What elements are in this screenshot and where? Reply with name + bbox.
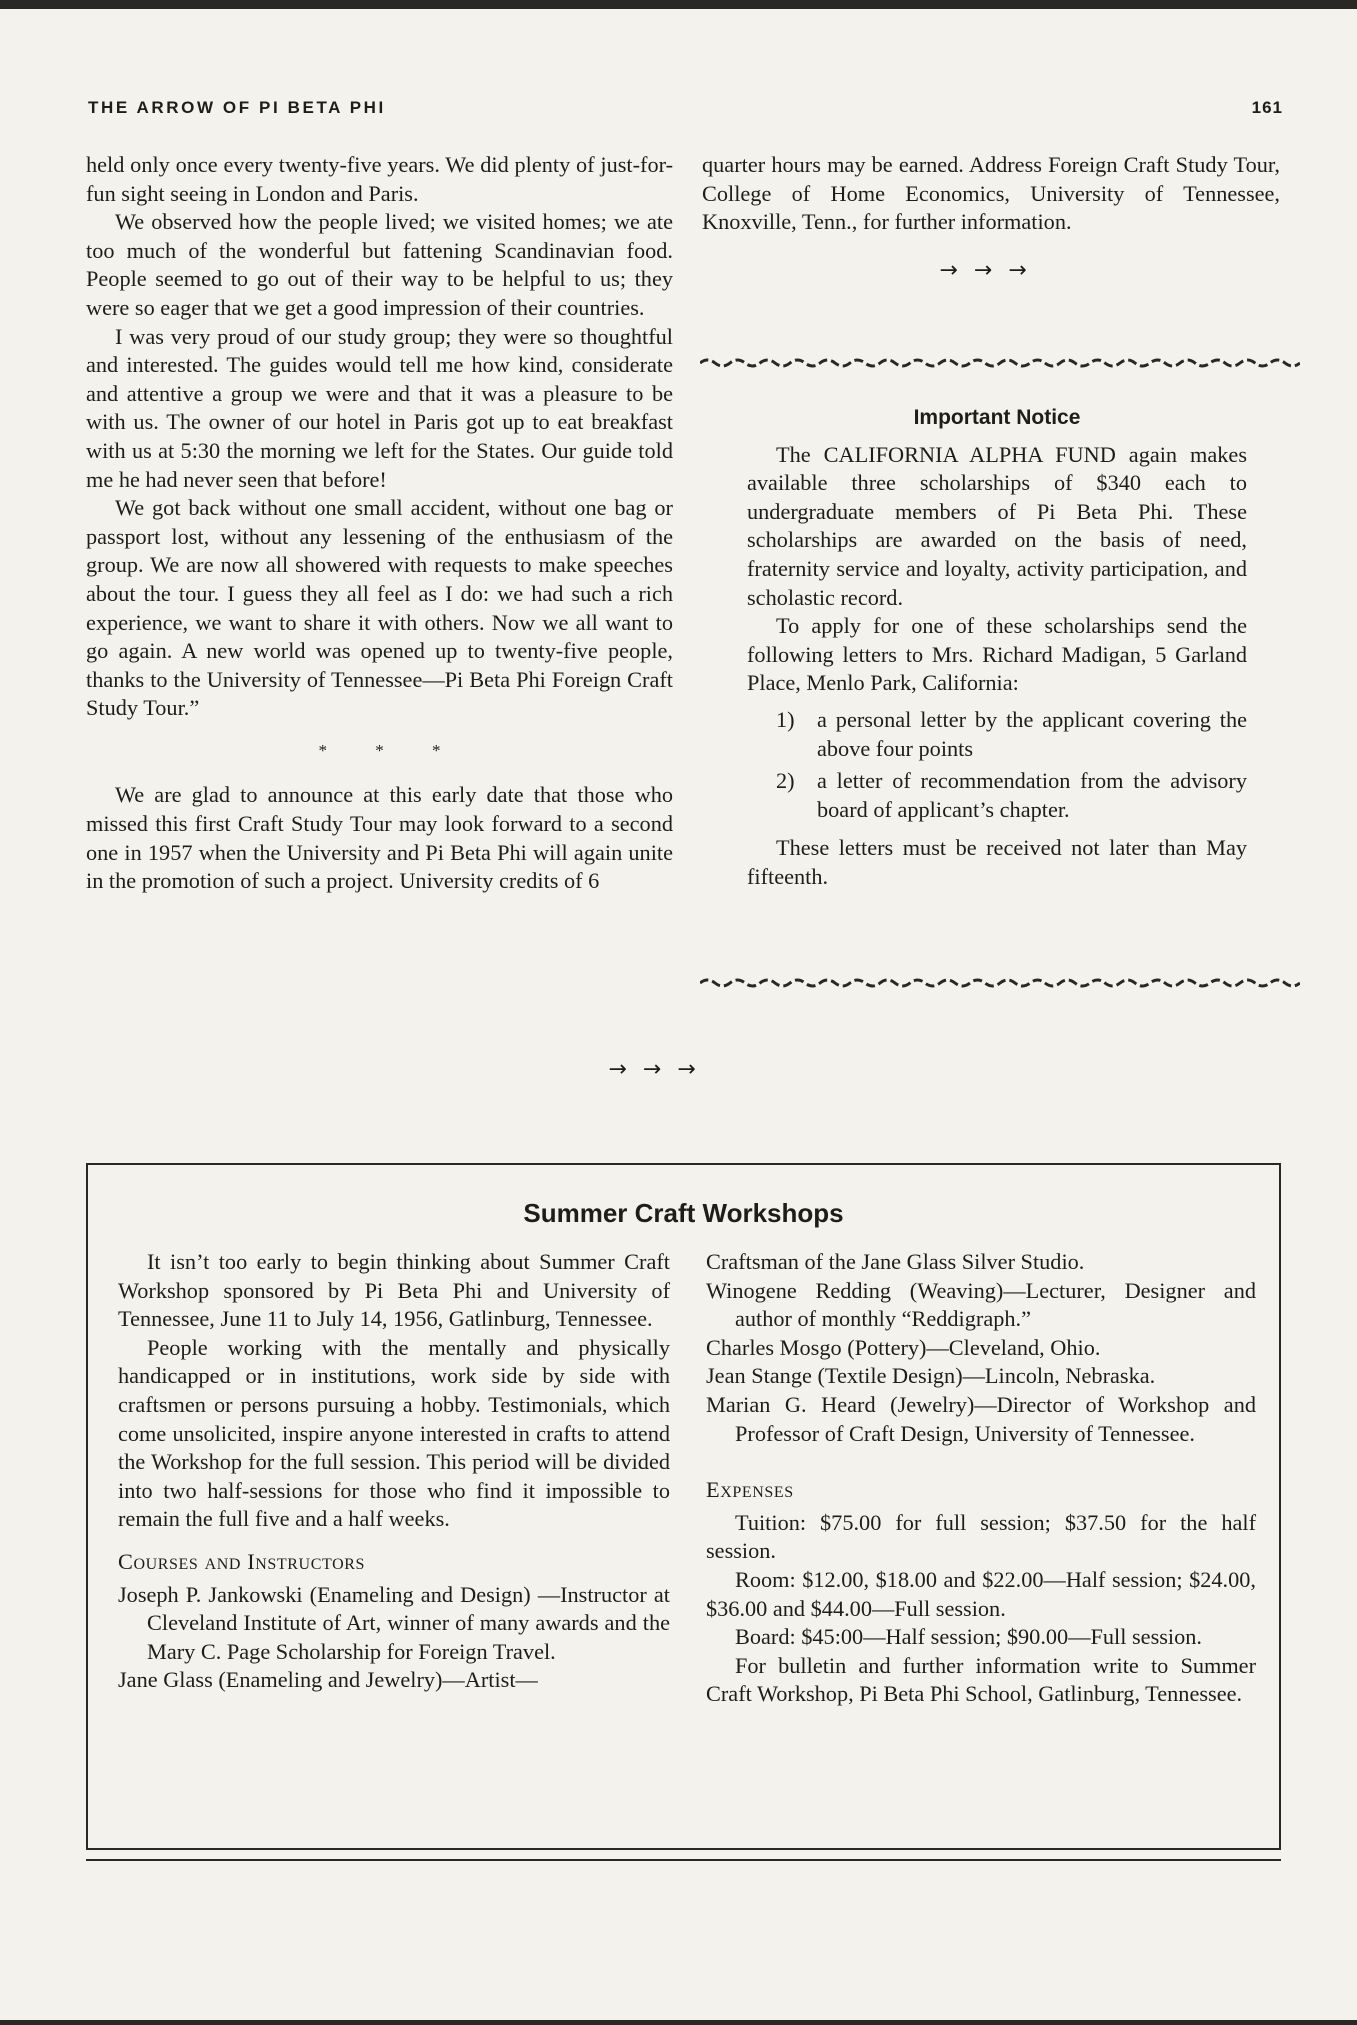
arrow-icon: → [677,1057,712,1082]
instructor-entry: Jane Glass (Enameling and Jewelry)—Artist— [118,1667,538,1693]
instructor-entry: Jean Stange (Textile Design)—Lincoln, Nebraska. [706,1363,1156,1389]
wavy-border-top [700,357,1300,369]
paragraph: The CALIFORNIA ALPHA FUND again makes available three scholarships of $340 each to undergraduate members of Pi Beta Phi. These scholarships are awarded on the basis of need, fraternity service and loyalty, activity participation, and scholastic record. [747,441,1247,610]
requirements-list [747,706,1247,824]
workshop-right-column [706,1248,1256,1709]
arrow-icon: → [939,257,974,283]
right-column [702,151,1280,285]
arrow-ornament [702,257,1280,286]
paragraph: quarter hours may be earned. Address Foreign Craft Study Tour, College of Home Economics, University of Tennessee, Knoxville, Tenn., for further information. [702,152,1280,235]
paragraph: held only once every twenty-five years. We did plenty of just-for-fun sight seeing in London and Paris. [86,152,673,206]
paragraph: It isn’t too early to begin thinking about Summer Craft Workshop sponsored by Pi Beta Phi and University of Tennessee, June 11 to July 14, 1956, Gatlinburg, Tennessee. [118,1249,670,1332]
paragraph: To apply for one of these scholarships send the following letters to Mrs. Richard Madigan, 5 Garland Place, Menlo Park, California: [747,613,1247,696]
arrow-icon: → [1008,257,1043,283]
scan-edge-bottom [0,2020,1357,2025]
instructor-entry: Winogene Redding (Weaving)—Lecturer, Designer and author of monthly “Reddigraph.” [706,1277,1256,1332]
arrow-icon: → [973,257,1009,283]
workshop-left-column [118,1248,670,1695]
list-number: 2) [776,768,795,794]
workshop-box [86,1163,1281,1850]
workshop-title: Summer Craft Workshops [523,1198,844,1228]
wavy-border-bottom [700,977,1300,989]
section-separator: * * * [318,740,463,760]
expense-item: Board: $45:00—Half session; $90.00—Full session. [735,1624,1202,1650]
list-item [747,706,1247,763]
left-column [86,151,673,896]
arrow-icon: → [642,1057,678,1082]
instructor-entry: Craftsman of the Jane Glass Silver Studio. [706,1249,1085,1274]
scan-edge-top [0,0,1357,9]
expense-item: Tuition: $75.00 for full session; $37.50 for the half session. [706,1509,1256,1564]
expense-item: For bulletin and further information write to Summer Craft Workshop, Pi Beta Phi School, Gatlinburg, Tennessee. [706,1652,1256,1707]
paragraph: We observed how the people lived; we visited homes; we ate too much of the wonderful but fattening Scandinavian food. People seemed to go out of their way to be helpful to us; they were so eager that we get a good impression of their countries. [86,209,673,320]
courses-heading: Courses and Instructors [118,1548,365,1574]
instructor-entry: Charles Mosgo (Pottery)—Cleveland, Ohio. [706,1334,1101,1360]
paragraph: We got back without one small accident, without one bag or passport lost, without any lessening of the enthusiasm of the group. We are now all showered with requests to make speeches about the tour. I guess they all feel as I do: we had such a rich experience, we want to share it with others. Now we all want to go again. A new world was opened up to twenty-five people, thanks to the University of Tennessee—Pi Beta Phi Foreign Craft Study Tour.” [86,495,673,721]
page-number: 161 [1251,98,1283,117]
paragraph: These letters must be received not later than May fifteenth. [747,835,1247,889]
box-bottom-rule [86,1859,1281,1861]
list-text: a personal letter by the applicant covering the above four points [817,706,1247,761]
expense-item: Room: $12.00, $18.00 and $22.00—Half session; $24.00, $36.00 and $44.00—Full session. [706,1566,1256,1621]
running-head [88,98,1283,128]
instructor-entry: Marian G. Heard (Jewelry)—Director of Workshop and Professor of Craft Design, University of Tennessee. [706,1391,1256,1446]
instructor-entry: Joseph P. Jankowski (Enameling and Design) —Instructor at Cleveland Institute of Art, winner of many awards and the Mary C. Page Scholarship for Foreign Travel. [118,1581,670,1664]
notice-heading: Important Notice [913,406,1081,429]
important-notice [747,404,1247,892]
list-item [747,767,1247,824]
list-text: a letter of recommendation from the advisory board of applicant’s chapter. [817,768,1247,822]
expenses-heading: Expenses [706,1477,794,1503]
publication-title: THE ARROW OF PI BETA PHI [88,98,386,117]
paragraph: I was very proud of our study group; they were so thoughtful and interested. The guides would tell me how kind, considerate and attentive a group we were and that it was a pleasure to be with us. The owner of our hotel in Paris got up to eat breakfast with us at 5:30 the morning we left for the States. Our guide told me he had never seen that before! [86,323,673,492]
paragraph: We are glad to announce at this early date that those who missed this first Craft Study Tour may look forward to a second one in 1957 when the University and Pi Beta Phi will again unite in the promotion of such a project. University credits of 6 [86,782,673,894]
list-number: 1) [776,706,795,732]
arrow-icon: → [608,1057,643,1082]
arrow-ornament [560,1057,760,1082]
paragraph: People working with the mentally and physically handicapped or in institutions, work side by side with craftsmen or persons pursuing a hobby. Testimonials, which come unsolicited, inspire anyone interested in crafts to attend the Workshop for the full session. This period will be divided into two half-sessions for those who find it impossible to remain the full five and a half weeks. [118,1334,670,1532]
